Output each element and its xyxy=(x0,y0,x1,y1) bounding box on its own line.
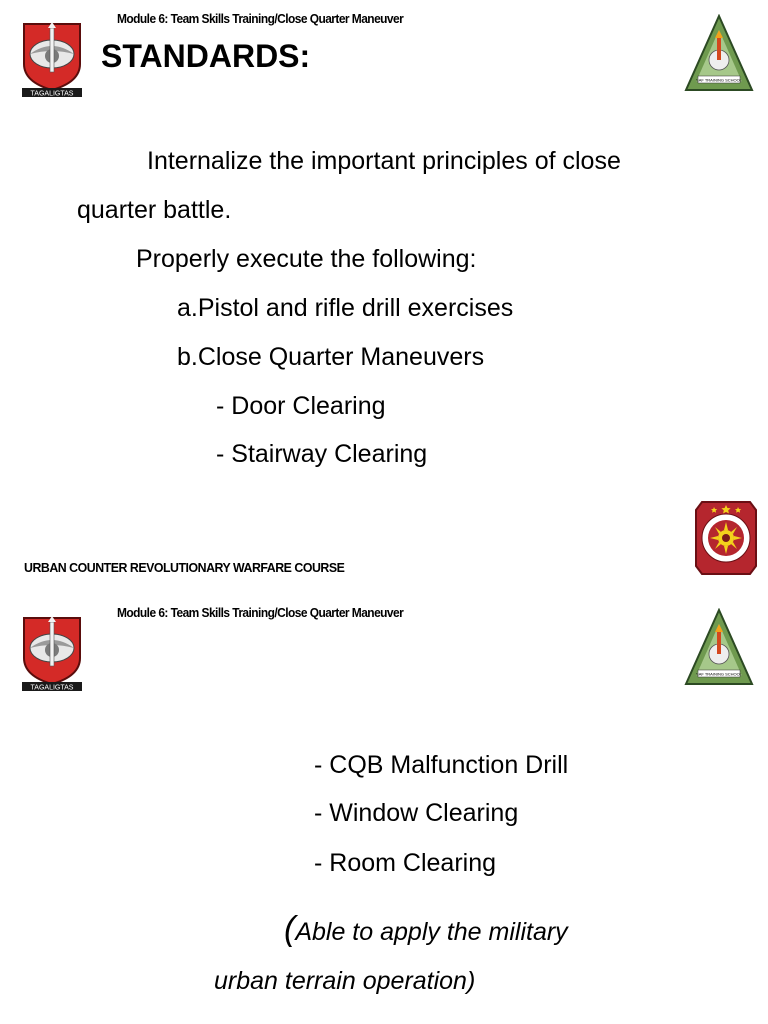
saf-training-triangle-logo-2 xyxy=(684,608,754,686)
objective-line-1-text: Able to apply the military xyxy=(295,918,568,946)
standards-line-1: Internalize the important principles of close xyxy=(147,147,621,175)
standards-line-3: Properly execute the following: xyxy=(136,245,477,273)
sub-item-window-clearing: - Window Clearing xyxy=(314,799,519,827)
list-item-b: b.Close Quarter Maneuvers xyxy=(177,343,485,371)
saf-training-triangle-logo xyxy=(684,14,754,92)
pnp-seal-logo xyxy=(694,496,758,580)
tagaligtas-logo-text-2: TAGALIGTAS xyxy=(30,684,74,692)
course-footer: URBAN COUNTER REVOLUTIONARY WARFARE COURSE xyxy=(24,560,345,575)
tagaligtas-shield-logo xyxy=(20,20,84,98)
objective-line-1 xyxy=(284,910,568,949)
objective-line-2: urban terrain operation) xyxy=(214,967,476,995)
tagaligtas-shield-logo-2 xyxy=(20,614,84,692)
list-item-a: a.Pistol and rifle drill exercises xyxy=(177,294,514,322)
sub-item-cqb-malfunction-drill: - CQB Malfunction Drill xyxy=(314,751,569,779)
saf-logo-text: SAF TRAINING SCHOOL xyxy=(696,77,742,83)
sub-item-door-clearing: - Door Clearing xyxy=(216,392,386,420)
tagaligtas-logo-text: TAGALIGTAS xyxy=(30,90,74,98)
page-title: STANDARDS: xyxy=(101,38,311,74)
saf-logo-text-2: SAF TRAINING SCHOOL xyxy=(696,671,742,677)
sub-item-stairway-clearing: - Stairway Clearing xyxy=(216,440,428,468)
objective-open-paren: ( xyxy=(284,910,296,948)
sub-item-room-clearing: - Room Clearing xyxy=(314,849,497,877)
standards-line-2: quarter battle. xyxy=(77,196,232,224)
module-header: Module 6: Team Skills Training/Close Quarter Maneuver xyxy=(117,11,404,26)
module-header-2: Module 6: Team Skills Training/Close Quarter Maneuver xyxy=(117,605,404,620)
